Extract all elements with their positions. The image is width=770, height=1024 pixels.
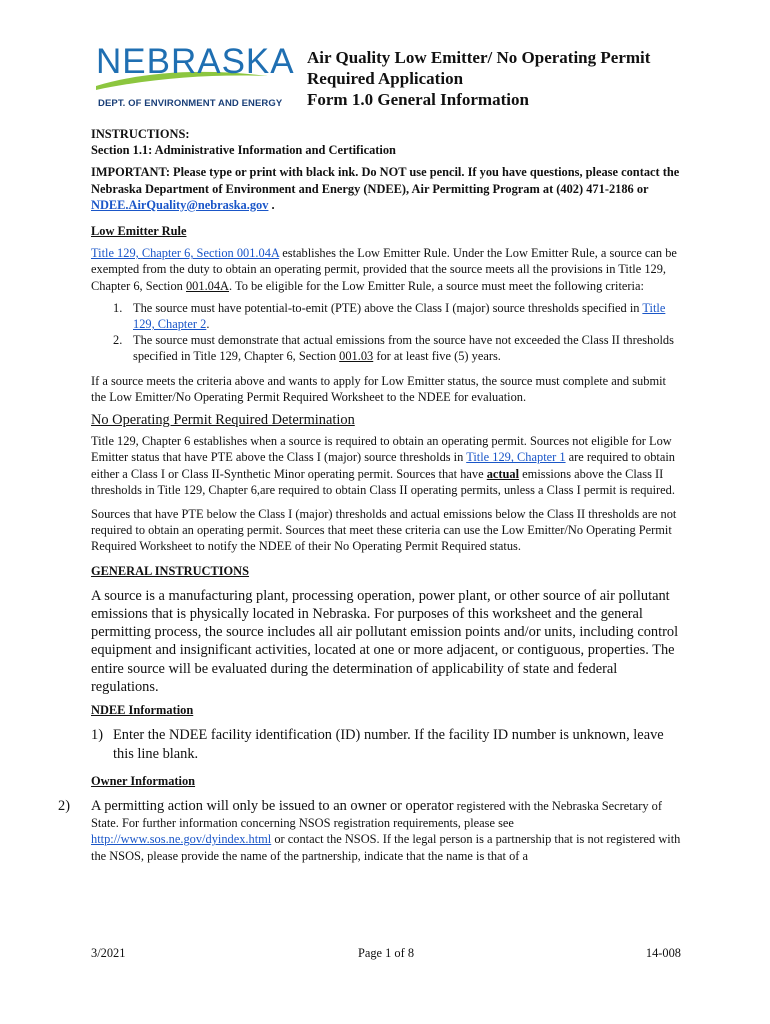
no-permit-paragraph-1: Title 129, Chapter 6 establishes when a source is required to obtain an operating permit. Sources not eligible for Low Emitter status that have PTE above the Class I (major) source thresholds in Title 129, Chapter 1 are required to obtain either a Class I or Class II-Synthetic Minor operating permit. Sources that have actual emissions above the Class II thresholds in Title 129, Chapter 6,are required to obtain Class II operating permits, unless a Class I permit is required.	[91, 434, 675, 497]
footer-date: 3/2021	[91, 946, 126, 960]
title-line-3: Form 1.0 General Information	[307, 90, 529, 109]
no-permit-heading: No Operating Permit Required Determination	[91, 412, 355, 429]
owner-info-heading: Owner Information	[91, 773, 196, 788]
instructions-heading: INSTRUCTIONS:	[91, 127, 190, 141]
low-emitter-apply-paragraph: If a source meets the criteria above and wants to apply for Low Emitter status, the source must complete and submit the Low Emitter/No Operating Permit Required Worksheet to the NDEE for evaluation.	[91, 373, 666, 404]
form-title	[307, 47, 650, 110]
footer-page-number: Page 1 of 8	[357, 946, 415, 960]
low-emitter-heading: Low Emitter Rule	[91, 224, 187, 239]
low-emitter-paragraph: Title 129, Chapter 6, Section 001.04A establishes the Low Emitter Rule. Under the Low Emitter Rule, a source can be exempted from the duty to obtain an operating permit, provided that the source meets all the provisions in Title 129, Chapter 6, Section 001.04A. To be eligible for the Low Emitter Rule, a source must meet the following criteria:	[91, 246, 677, 293]
logo-word: NEBRASKA	[96, 42, 295, 81]
title-129-ch2-link[interactable]: Title 129, Chapter 2	[133, 300, 666, 332]
ndee-info-heading: NDEE Information	[91, 703, 194, 718]
nsos-link[interactable]: http://www.sos.ne.gov/dyindex.html	[91, 832, 272, 847]
general-instructions-heading: GENERAL INSTRUCTIONS	[91, 563, 250, 578]
no-permit-paragraph-2: Sources that have PTE below the Class I (major) thresholds and actual emissions below the Class II thresholds are not required to obtain an operating permit. Sources that meet these criteria can use the Low Emitter/No Operating Permit Required Worksheet to notify the NDEE of their No Operating Permit Required status.	[91, 507, 677, 554]
logo-dept-text: DEPT. OF ENVIRONMENT AND ENERGY	[98, 98, 283, 109]
title-129-ch6-link[interactable]: Title 129, Chapter 6, Section 001.04A	[91, 246, 280, 261]
footer-form-number: 14-008	[645, 946, 681, 960]
title-line-2: Required Application	[307, 69, 464, 88]
criteria-item: 2. The source must demonstrate that actual emissions from the source have not exceeded the Class II thresholds specified in Title 129, Chapter 6, Section 001.03 for at least five (5) years.	[113, 333, 674, 364]
criteria-item: 1. The source must have potential-to-emit (PTE) above the Class I (major) source thresholds specified in Title 129, Chapter 2.	[113, 300, 666, 332]
title-129-ch1-link[interactable]: Title 129, Chapter 1	[466, 450, 566, 465]
ndee-email-link[interactable]: NDEE.AirQuality@nebraska.gov	[91, 197, 269, 212]
document-body	[58, 126, 681, 864]
general-instructions-paragraph: A source is a manufacturing plant, processing operation, power plant, or other source of air pollutant emissions that is physically located in Nebraska. For purposes of this worksheet and the general permitting process, the source includes all air pollutant emission points and/or units, including control equipment and insignificant activities, located at one or more adjacent, or contiguous, properties. The entire source will be evaluated during the determination of applicability of state and federal regulations.	[91, 587, 679, 695]
owner-info-item: 2) A permitting action will only be issued to an owner or operator registered with the Nebraska Secretary of State. For further information concerning NSOS registration requirements, please see http://www.sos.ne.gov/dyindex.html or contact the NSOS. If the legal person is a partnership that is not registered with the NSOS, please provide the name of the partnership, indicate that the name is that of a	[58, 797, 681, 863]
ndee-info-item: 1) Enter the NDEE facility identification (ID) number. If the facility ID number is unknown, leave this line blank.	[91, 727, 664, 762]
ndee-logo	[92, 42, 295, 112]
criteria-list	[91, 300, 681, 365]
title-line-1: Air Quality Low Emitter/ No Operating Permit	[307, 48, 651, 67]
important-notice: IMPORTANT: Please type or print with black ink. Do NOT use pencil. If you have questions, please contact the Nebraska Department of Environment and Energy (NDEE), Air Permitting Program at (402) 471-2186 or NDEE.AirQuality@nebraska.gov .	[91, 165, 680, 212]
section-heading: Section 1.1: Administrative Information and Certification	[91, 143, 396, 158]
